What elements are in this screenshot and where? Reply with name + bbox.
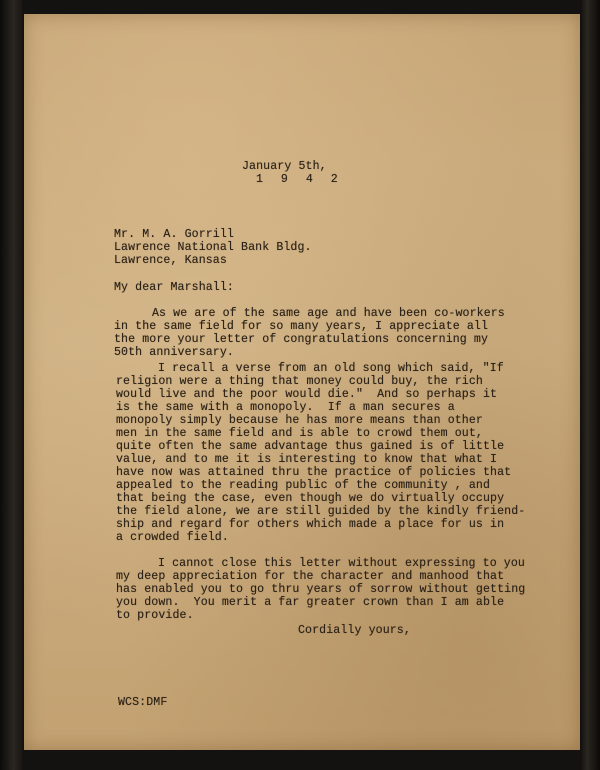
paragraph3-line: I cannot close this letter without expressing to you bbox=[158, 557, 525, 570]
paragraph2-line: ship and regard for others which made a place for us in bbox=[116, 518, 505, 531]
recipient-city: Lawrence, Kansas bbox=[114, 254, 227, 267]
paragraph1-line: 50th anniversary. bbox=[114, 346, 234, 359]
paragraph2-line: I recall a verse from an old song which said, "If bbox=[158, 362, 504, 375]
paragraph2-line: religion were a thing that money could buy, the rich bbox=[116, 375, 483, 388]
paragraph1-line: the more your letter of congratulations concerning my bbox=[114, 333, 489, 346]
paragraph2-line: that being the case, even though we do virtually occupy bbox=[116, 492, 505, 505]
scan-border-right bbox=[582, 0, 600, 770]
paragraph2-line: have now was attained thru the practice of policies that bbox=[116, 466, 512, 479]
recipient-address-line: Lawrence National Bank Bldg. bbox=[114, 241, 312, 254]
salutation: My dear Marshall: bbox=[114, 281, 234, 294]
paragraph2-line: men in the same field and is able to crowd them out, bbox=[116, 427, 483, 440]
paragraph2-line: a crowded field. bbox=[116, 531, 229, 544]
paragraph1-line: in the same field for so many years, I appreciate all bbox=[114, 320, 489, 333]
paragraph2-line: value, and to me it is interesting to know that what I bbox=[116, 453, 498, 466]
paragraph3-line: you down. You merit a far greater crown than I am able bbox=[116, 596, 505, 609]
paragraph3-line: my deep appreciation for the character and manhood that bbox=[116, 570, 505, 583]
paragraph2-line: appealed to the reading public of the community , and bbox=[116, 479, 491, 492]
paragraph2-line: is the same with a monopoly. If a man secures a bbox=[116, 401, 455, 414]
letter-date: January 5th, bbox=[242, 160, 327, 173]
paragraph2-line: the field alone, we are still guided by the kindly friend- bbox=[116, 505, 526, 518]
scan-border-left bbox=[0, 0, 22, 770]
paragraph1-line: As we are of the same age and have been co-workers bbox=[152, 307, 505, 320]
paragraph2-line: would live and the poor would die." And so perhaps it bbox=[116, 388, 498, 401]
letter-page bbox=[24, 14, 580, 750]
paragraph3-line: has enabled you to go thru years of sorrow without getting bbox=[116, 583, 526, 596]
paragraph2-line: quite often the same advantage thus gained is of little bbox=[116, 440, 505, 453]
paragraph3-line: to provide. bbox=[116, 609, 194, 622]
letter-year: 1 9 4 2 bbox=[256, 173, 344, 186]
reference-initials: WCS:DMF bbox=[118, 696, 168, 709]
closing: Cordially yours, bbox=[298, 624, 411, 637]
recipient-name: Mr. M. A. Gorrill bbox=[114, 228, 234, 241]
paragraph2-line: monopoly simply because he has more means than other bbox=[116, 414, 483, 427]
